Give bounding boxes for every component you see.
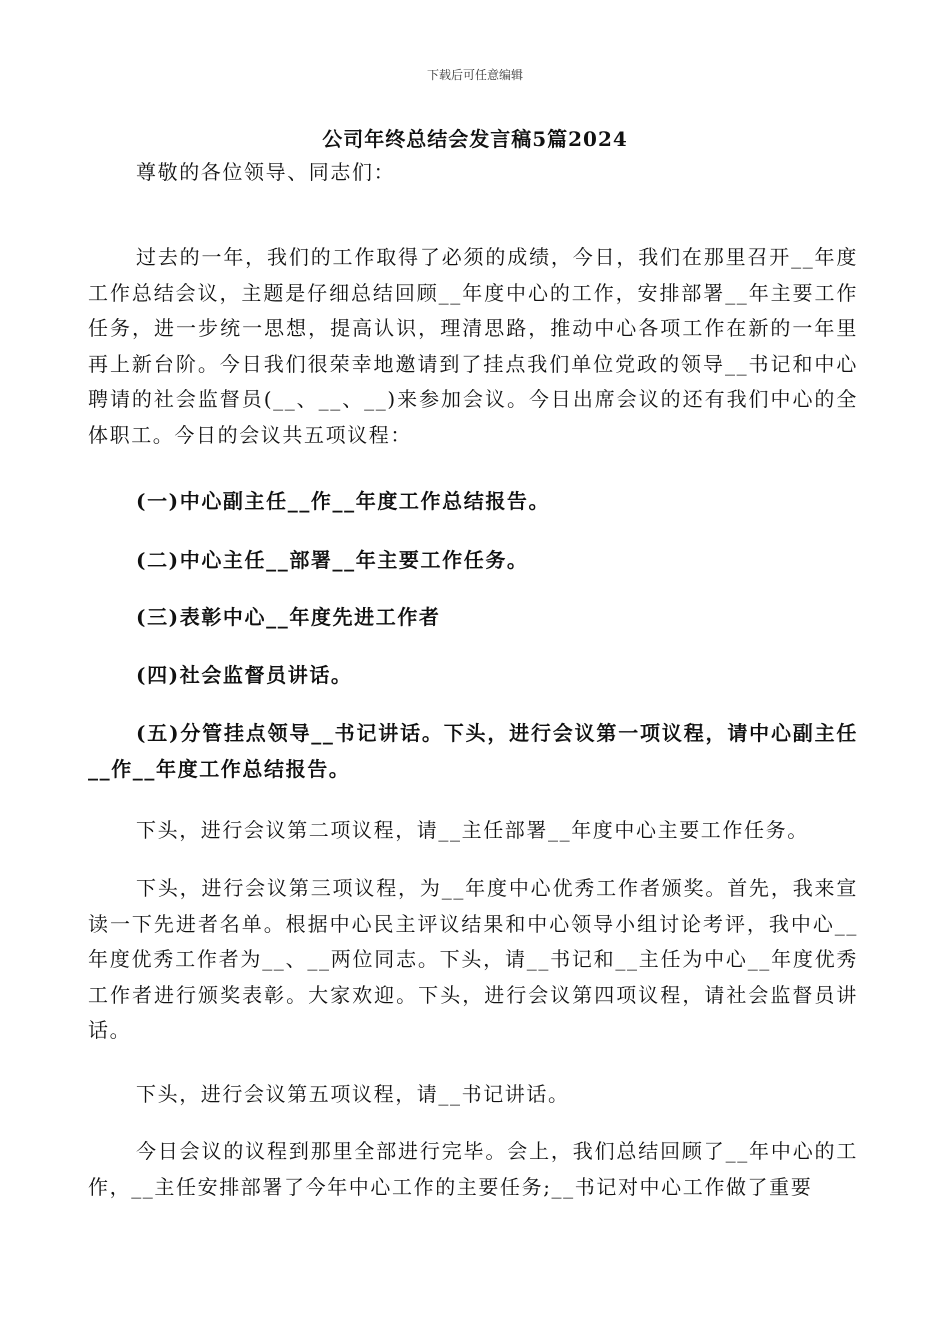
intro-paragraph: 过去的一年，我们的工作取得了必须的成绩，今日，我们在那里召开__年度工作总结会议，主题是仔细总结回顾__年度中心的工作，安排部署__年主要工作任务，进一步统一思想，提高认识，理清思路，推动中心各项工作在新的一年里再上新台阶。今日我们很荣幸地邀请到了挂点我们单位党政的领导__书记和中心聘请的社会监督员(__、__、__)来参加会议。今日出席会议的还有我们中心的全体职工。今日的会议共五项议程：: [88, 245, 858, 447]
agenda-item-2: (二)中心主任__部署__年主要工作任务。: [136, 548, 529, 572]
paragraph-second-agenda: 下头，进行会议第二项议程，请__主任部署__年度中心主要工作任务。: [136, 818, 809, 842]
agenda-item-4: (四)社会监督员讲话。: [136, 663, 353, 687]
agenda-item-5: (五)分管挂点领导__书记讲话。下头，进行会议第一项议程，请中心副主任__作__年度工作总结报告。: [88, 721, 858, 781]
paragraph-fifth-agenda: 下头，进行会议第五项议程，请__书记讲话。: [136, 1082, 570, 1106]
agenda-item-3: (三)表彰中心__年度先进工作者: [136, 605, 441, 629]
header-note: 下载后可任意编辑: [426, 68, 523, 82]
page-title: 公司年终总结会发言稿5篇2024: [322, 127, 628, 151]
paragraph-third-agenda: 下头，进行会议第三项议程，为__年度中心优秀工作者颁奖。首先，我来宣读一下先进者名单。根据中心民主评议结果和中心领导小组讨论考评，我中心__年度优秀工作者为__、__两位同志。下头，请__书记和__主任为中心__年度优秀工作者进行颁奖表彰。大家欢迎。下头，进行会议第四项议程，请社会监督员讲话。: [88, 876, 858, 1042]
agenda-item-1: (一)中心副主任__作__年度工作总结报告。: [136, 489, 551, 513]
paragraph-closing: 今日会议的议程到那里全部进行完毕。会上，我们总结回顾了__年中心的工作，__主任安排部署了今年中心工作的主要任务;__书记对中心工作做了重要: [88, 1139, 858, 1199]
salutation: 尊敬的各位领导、同志们：: [136, 160, 396, 184]
